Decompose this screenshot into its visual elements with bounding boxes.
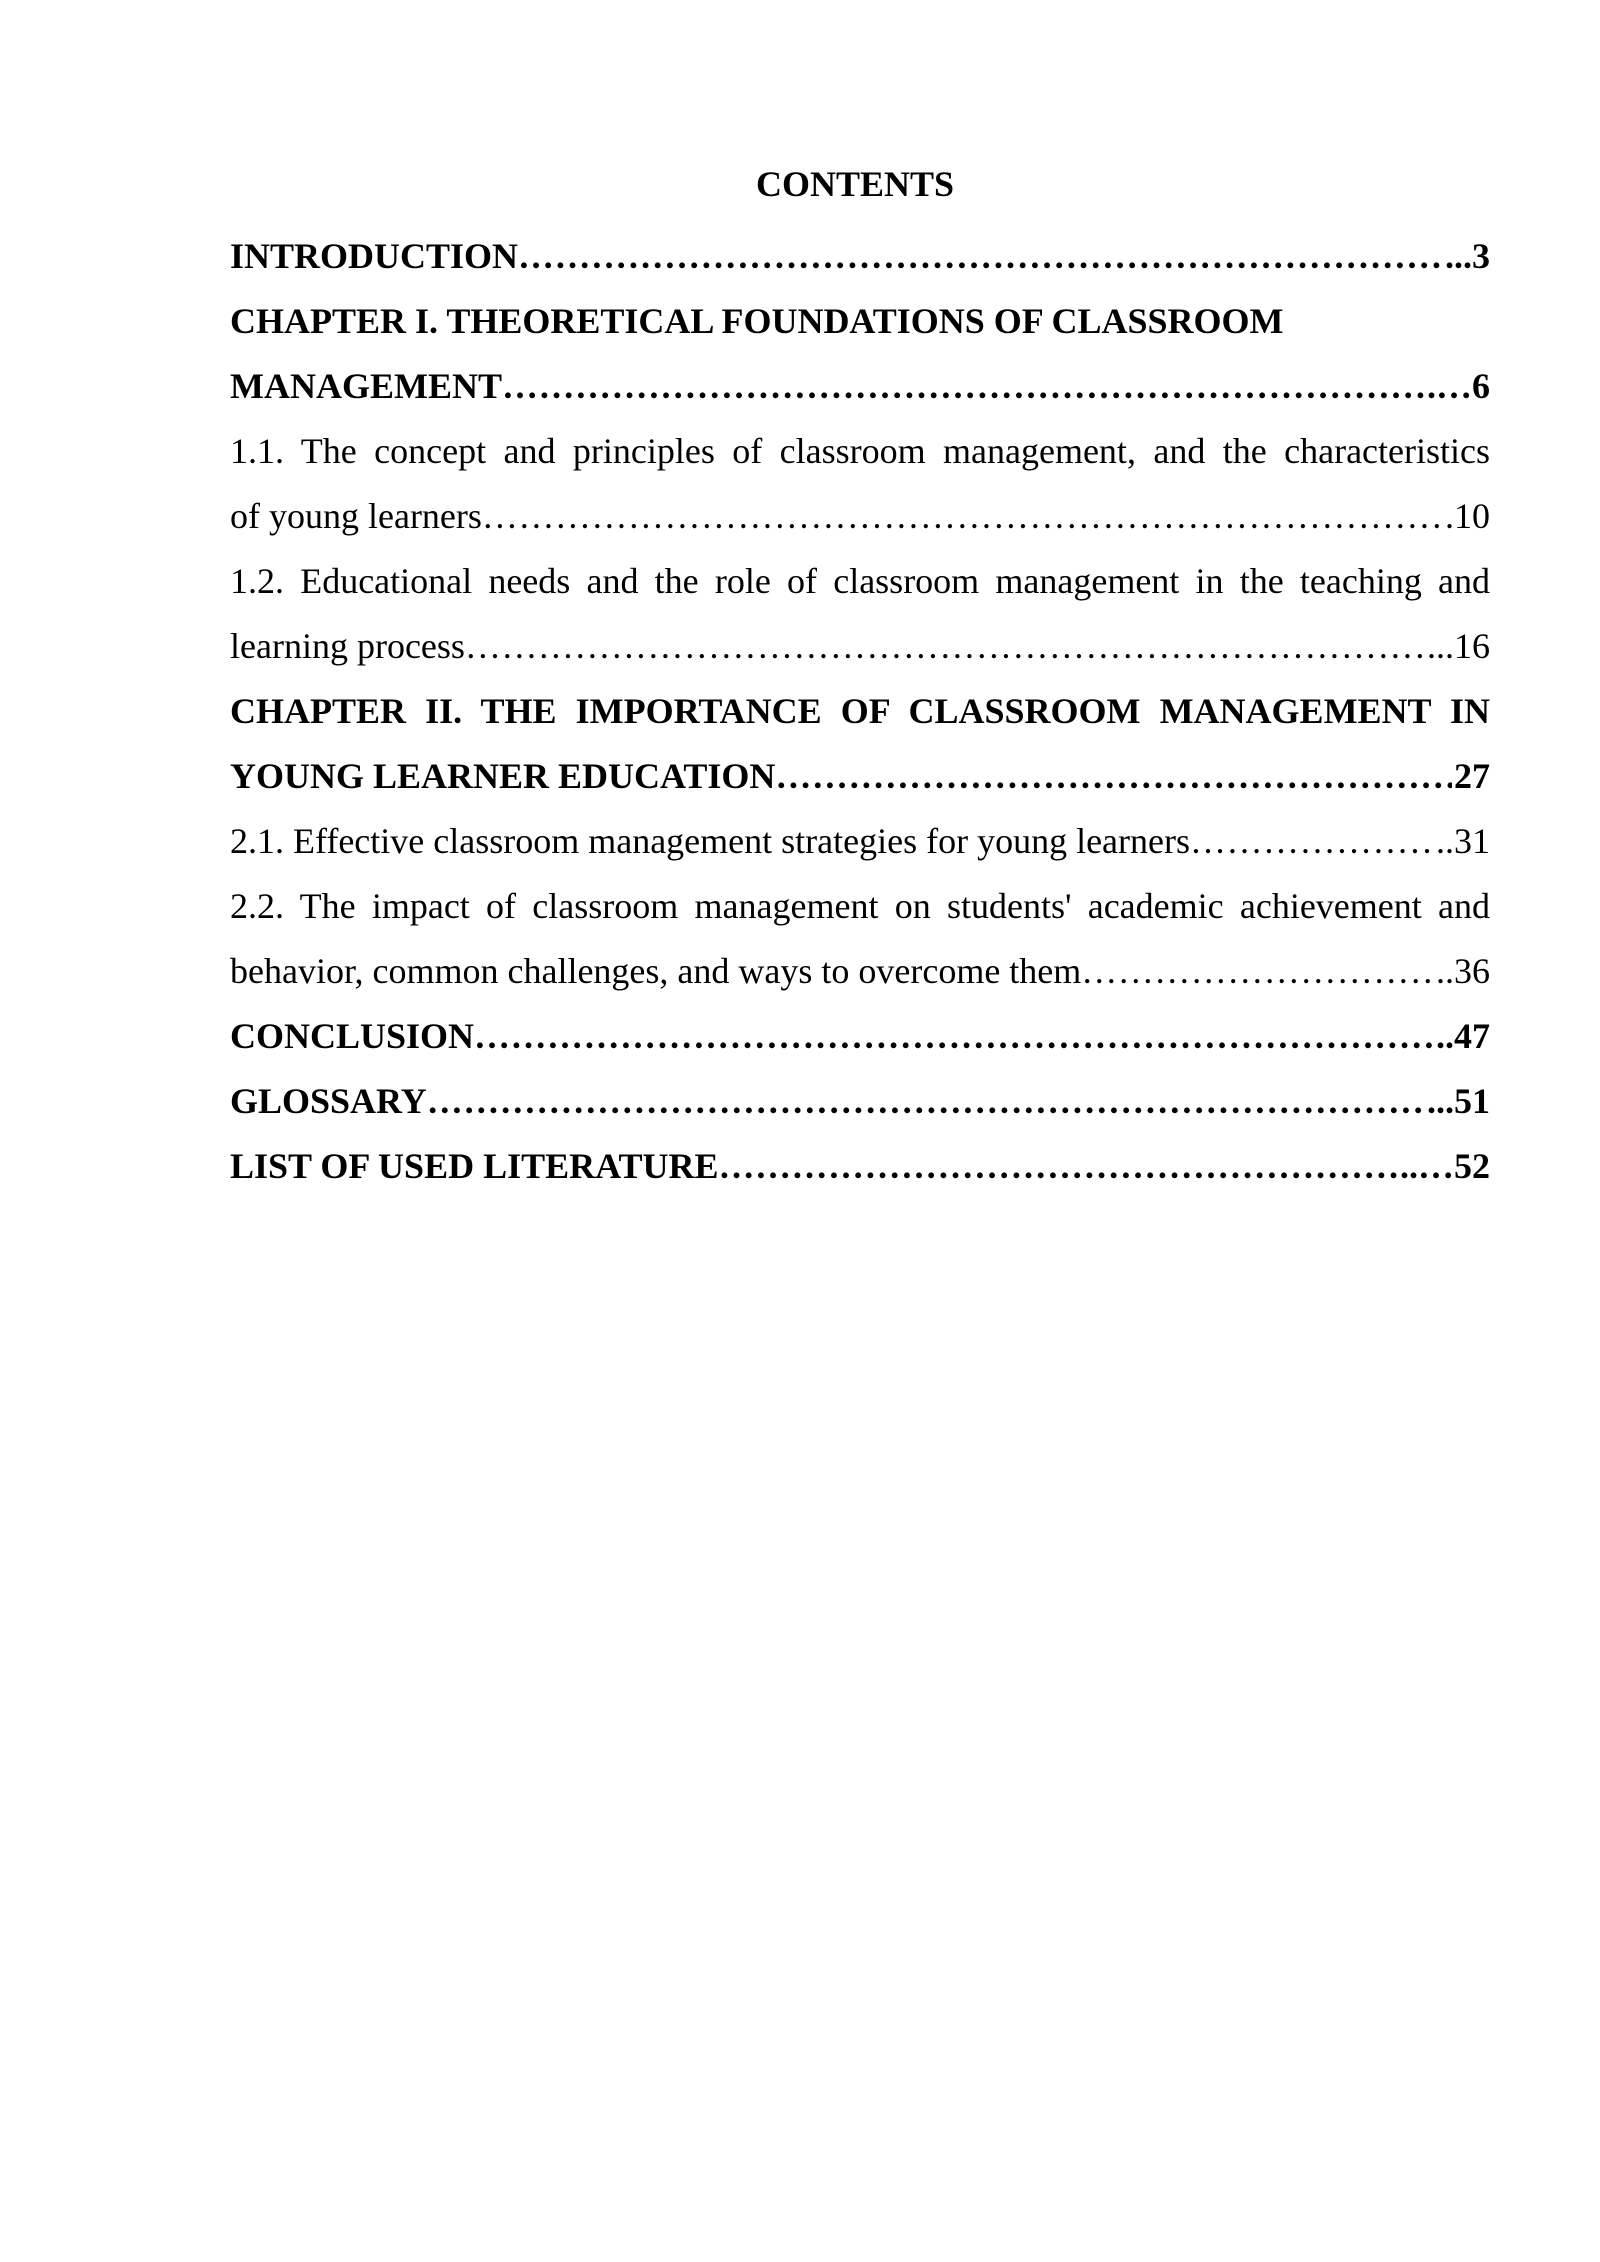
toc-entry-label: CHAPTER I. THEORETICAL FOUNDATIONS OF CLASSROOM [230,301,1284,341]
toc-entry-label: 2.2. The impact of classroom management on students' academic achievement and [230,886,1490,926]
toc-page-number: ..36 [1436,951,1490,991]
toc-entry-section-2-2[interactable] [230,874,1490,1004]
dot-leader [474,1004,1434,1069]
toc-entry-conclusion[interactable] [230,1004,1490,1069]
dot-leader [1081,939,1434,1004]
toc-entry-chapter-1[interactable] [230,289,1490,419]
toc-entry-label-continued: learning process [230,626,465,666]
dot-leader [1190,809,1434,874]
toc-entry-label: 1.2. Educational needs and the role of classroom management in the teaching and [230,561,1490,601]
toc-entry-section-2-1[interactable] [230,809,1490,874]
toc-entry-label-continued: of young learners [230,496,482,536]
toc-entry-label: CHAPTER II. THE IMPORTANCE OF CLASSROOM MANAGEMENT IN [230,691,1490,731]
toc-entry-label: 2.1. Effective classroom management strategies for young learners [230,821,1190,861]
page-title: CONTENTS [755,164,955,204]
toc-entry-label: INTRODUCTION [230,236,519,276]
toc-page-number: 27 [1454,756,1490,796]
toc-page-number: .…6 [1427,366,1490,406]
toc-entry-label: 1.1. The concept and principles of classroom management, and the characteristics [230,431,1490,471]
toc-entry-literature[interactable] [230,1134,1490,1199]
toc-entry-label-continued: YOUNG LEARNER EDUCATION [230,756,776,796]
toc-entry-label-continued: MANAGEMENT [230,366,502,406]
toc-entry-section-1-2[interactable] [230,549,1490,679]
dot-leader [465,614,1425,679]
toc-entry-label: GLOSSARY [230,1081,427,1121]
dot-leader [775,744,1452,809]
dot-leader [718,1134,1398,1199]
toc-entry-section-1-1[interactable] [230,419,1490,549]
toc-entry-glossary[interactable] [230,1069,1490,1134]
dot-leader [427,1069,1425,1134]
dot-leader [482,484,1443,549]
toc-page-number: ...3 [1445,236,1490,276]
toc-page-number: ...51 [1427,1081,1490,1121]
table-of-contents [230,224,1490,1199]
dot-leader [518,224,1443,289]
toc-page-number: .10 [1445,496,1490,536]
toc-entry-label: CONCLUSION [230,1016,475,1056]
toc-entry-label: LIST OF USED LITERATURE [230,1146,719,1186]
toc-page-number: ..…52 [1400,1146,1490,1186]
toc-page-number: ..47 [1436,1016,1490,1056]
dot-leader [502,354,1425,419]
toc-entry-label-continued: behavior, common challenges, and ways to overcome them [230,951,1082,991]
toc-entry-introduction[interactable] [230,224,1490,289]
toc-entry-chapter-2[interactable] [230,679,1490,809]
toc-page-number: ...16 [1427,626,1490,666]
toc-page-number: ..31 [1436,821,1490,861]
